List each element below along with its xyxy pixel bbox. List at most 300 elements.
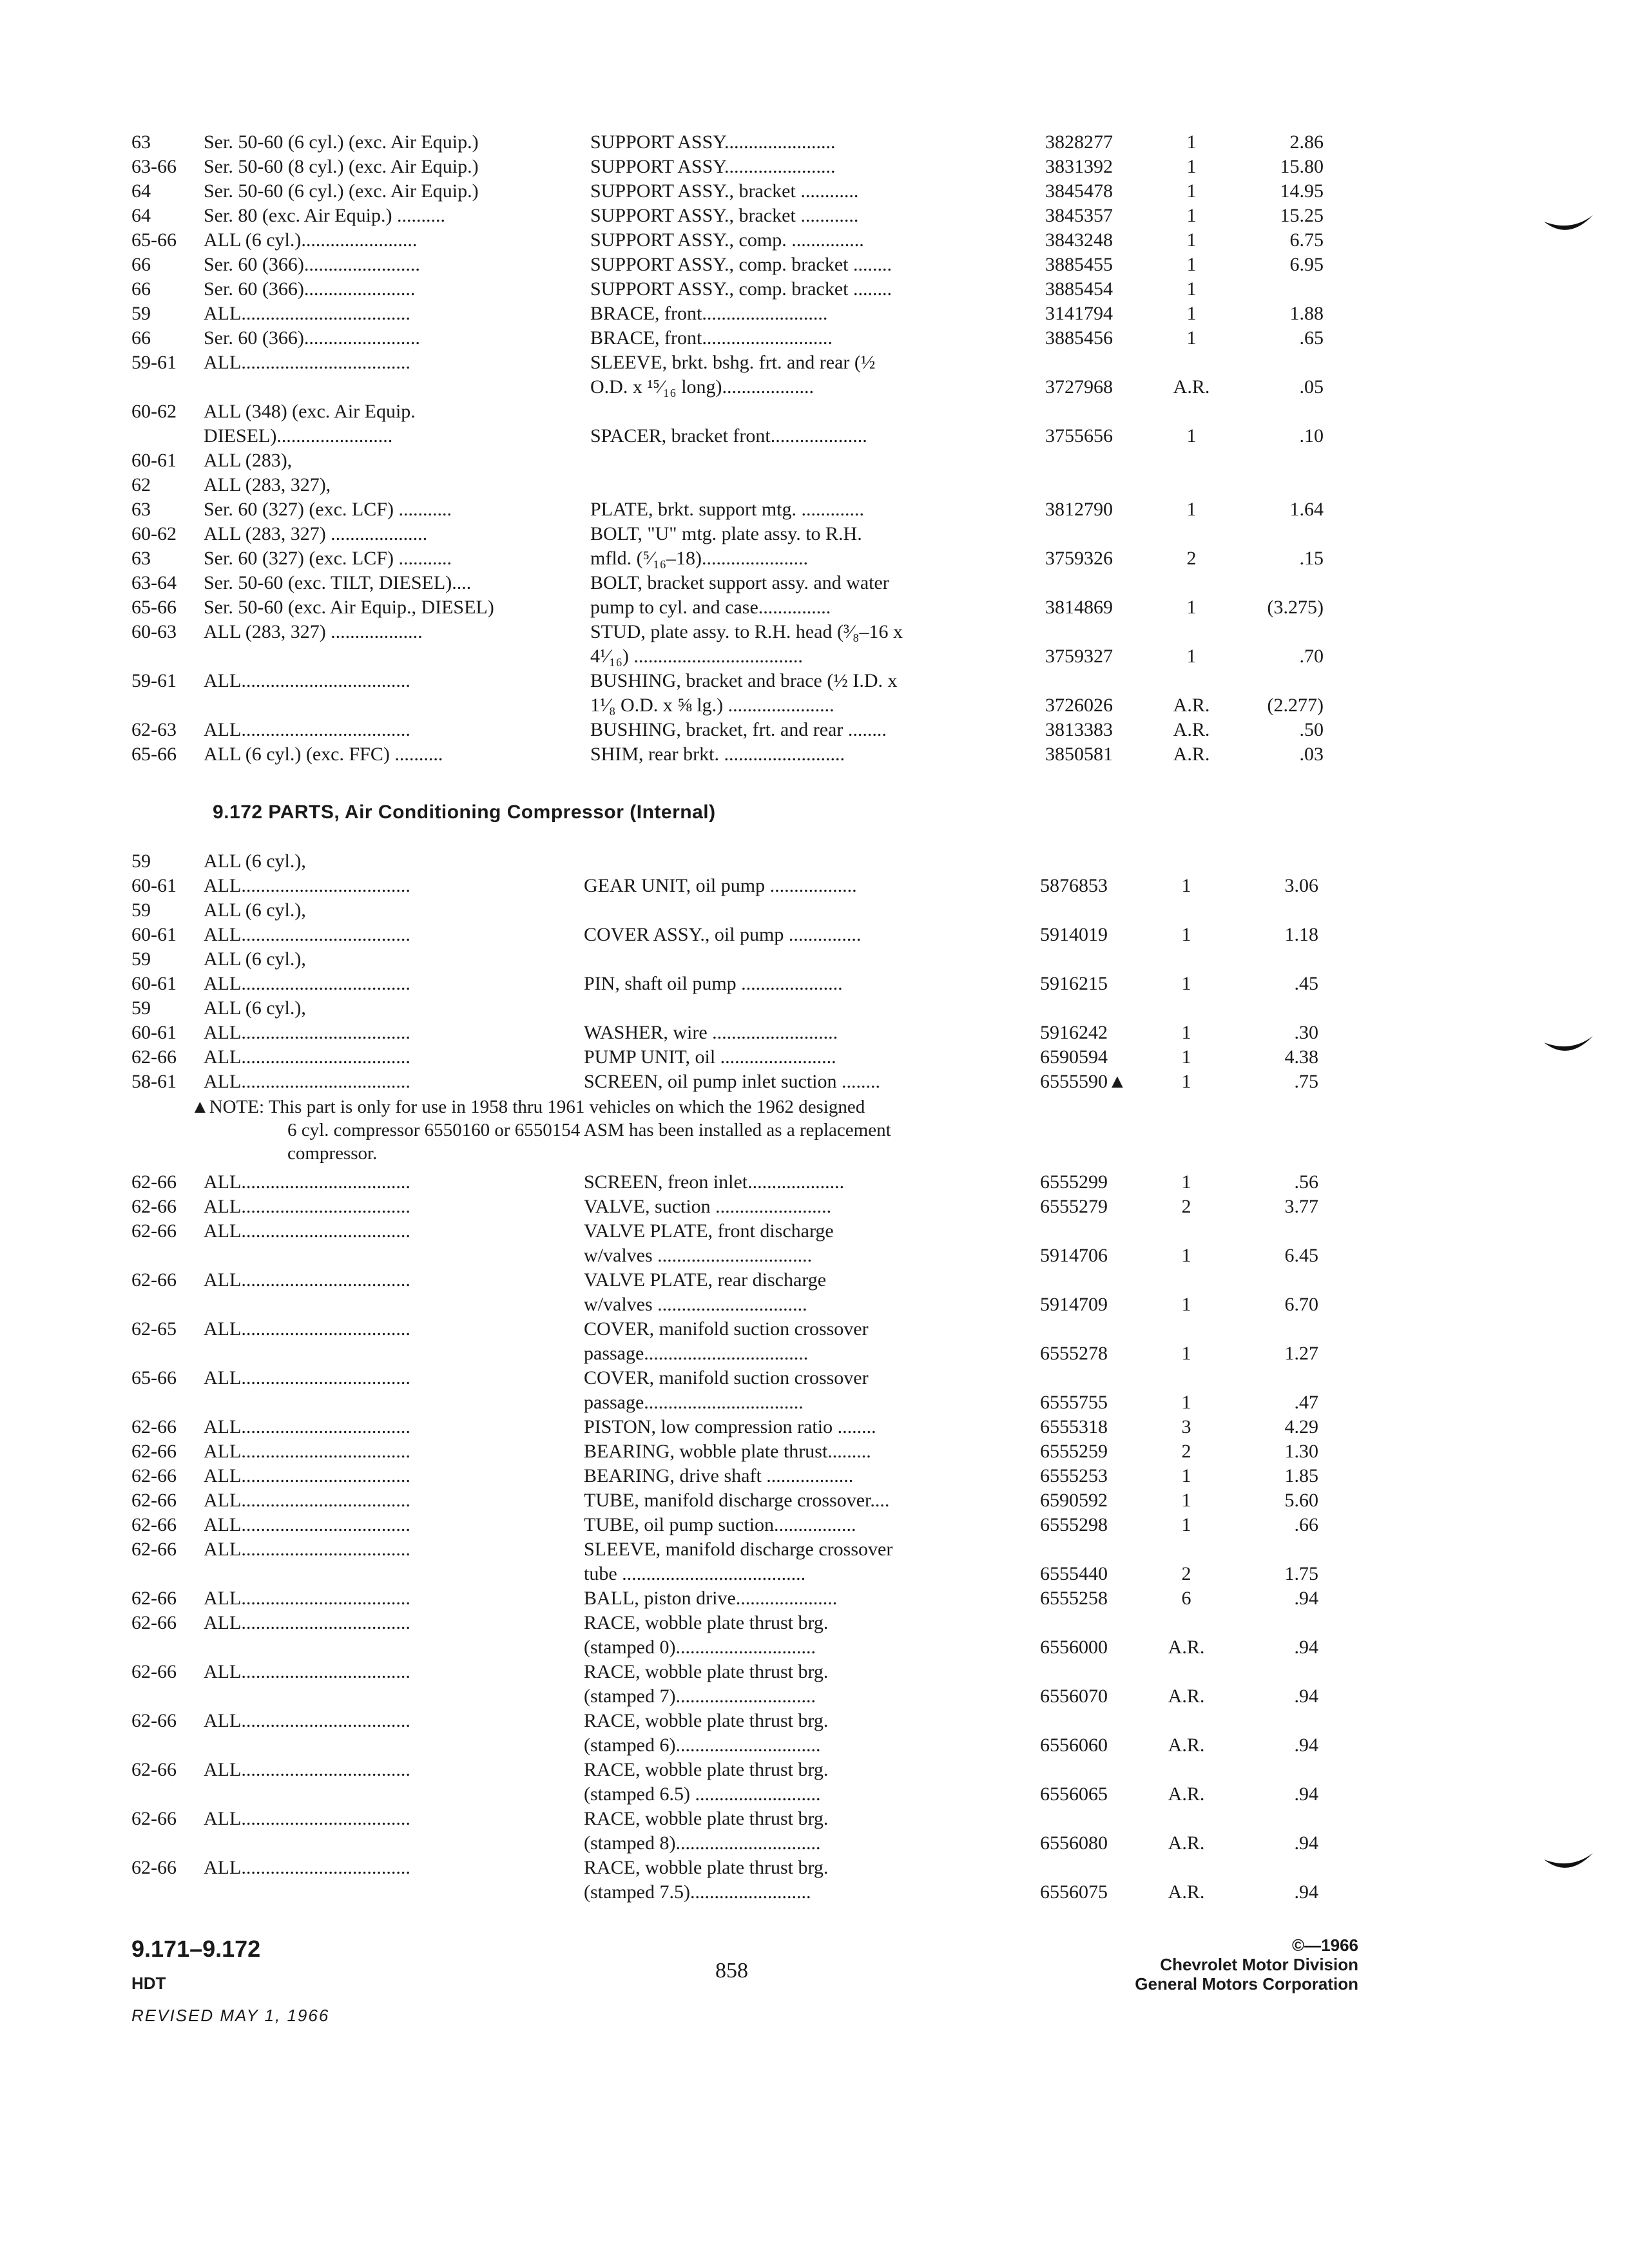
model-cell: Ser. 60 (327) (exc. LCF) ........... [204, 499, 452, 520]
parts-rows-group-b [131, 1170, 1356, 1905]
model-cell: ALL (283, 327) .................... [204, 523, 428, 544]
model-cell: ALL................................... [204, 1022, 410, 1043]
binder-mark-icon [1543, 213, 1594, 238]
model-cell: ALL (6 cyl.), [204, 997, 306, 1019]
table-row [131, 1439, 1356, 1464]
model-cell: ALL................................... [204, 1416, 410, 1437]
table-row [131, 351, 1356, 375]
model-cell: Ser. 50-60 (exc. TILT, DIESEL).... [204, 572, 472, 593]
table-row [131, 644, 1356, 669]
year-cell: 62-66 [131, 1220, 177, 1242]
description-cell: SUPPORT ASSY., comp. bracket ........ [590, 254, 892, 275]
year-cell: 62-66 [131, 1588, 177, 1609]
year-cell: 62-66 [131, 1046, 177, 1068]
table-row [131, 130, 1356, 155]
quantity-cell: 1 [1181, 1022, 1191, 1043]
description-cell: COVER, manifold suction crossover [584, 1367, 869, 1389]
model-cell: ALL................................... [204, 1046, 410, 1068]
quantity-cell: 1 [1186, 180, 1197, 202]
year-cell: 62-66 [131, 1465, 177, 1486]
description-cell: SLEEVE, manifold discharge crossover [584, 1539, 893, 1560]
table-row [131, 448, 1356, 473]
table-row [131, 1244, 1356, 1268]
part-number-cell: 6555253 [1040, 1465, 1108, 1486]
table-row [131, 473, 1356, 497]
quantity-cell: 1 [1186, 327, 1197, 349]
price-cell: .05 [1299, 376, 1324, 398]
model-cell: ALL................................... [204, 1759, 410, 1780]
year-cell: 60-63 [131, 621, 177, 642]
table-row [131, 849, 1356, 874]
price-cell: (3.275) [1267, 597, 1324, 618]
part-number-cell: 3885456 [1045, 327, 1113, 349]
quantity-cell: 1 [1181, 973, 1191, 994]
year-cell: 62-66 [131, 1196, 177, 1217]
table-row [131, 1390, 1356, 1415]
price-cell: .10 [1299, 425, 1324, 447]
footer-section-number: 9.171–9.172 [131, 1936, 261, 1962]
description-cell: RACE, wobble plate thrust brg. [584, 1857, 829, 1878]
model-cell: ALL................................... [204, 303, 410, 324]
model-cell: Ser. 80 (exc. Air Equip.) .......... [204, 205, 445, 226]
table-row [131, 155, 1356, 179]
description-cell: (stamped 6.5) .......................... [584, 1783, 821, 1805]
price-cell: 6.45 [1284, 1245, 1318, 1266]
part-number-cell: 3726026 [1045, 695, 1113, 716]
description-cell: BEARING, drive shaft .................. [584, 1465, 854, 1486]
quantity-cell: 1 [1181, 1343, 1191, 1364]
quantity-cell: A.R. [1173, 744, 1210, 765]
table-row [131, 595, 1356, 620]
quantity-cell: 1 [1186, 597, 1197, 618]
table-row [131, 620, 1356, 644]
quantity-cell: 1 [1186, 229, 1197, 251]
model-cell: ALL................................... [204, 1441, 410, 1462]
description-cell: PLATE, brkt. support mtg. ............. [590, 499, 864, 520]
price-cell: .50 [1299, 719, 1324, 740]
model-cell: ALL................................... [204, 670, 410, 691]
quantity-cell: 1 [1181, 1171, 1191, 1193]
part-number-cell: 3850581 [1045, 744, 1113, 765]
table-row [131, 1733, 1356, 1758]
price-cell: 6.70 [1284, 1294, 1318, 1315]
year-cell: 62-66 [131, 1514, 177, 1535]
table-row [131, 693, 1356, 718]
part-number-cell: 6590594 [1040, 1046, 1108, 1068]
description-cell: BRACE, front........................... [590, 327, 833, 349]
description-cell: SUPPORT ASSY....................... [590, 131, 836, 153]
description-cell: O.D. x ¹⁵⁄₁₆ long)................... [590, 376, 815, 398]
part-number-cell: 6590592 [1040, 1490, 1108, 1511]
table-row [131, 571, 1356, 595]
table-row [131, 522, 1356, 546]
model-cell: ALL (6 cyl.), [204, 948, 306, 970]
price-cell: .94 [1294, 1881, 1318, 1903]
part-number-cell: 6555259 [1040, 1441, 1108, 1462]
model-cell: ALL................................... [204, 1808, 410, 1829]
year-cell: 62-66 [131, 1539, 177, 1560]
model-cell: ALL................................... [204, 1661, 410, 1682]
description-cell: BRACE, front.......................... [590, 303, 828, 324]
part-number-cell: 5914019 [1040, 924, 1108, 945]
parts-table-compressor-internal [131, 849, 1356, 1905]
table-row [131, 1293, 1356, 1317]
description-cell: (stamped 6).............................. [584, 1735, 821, 1756]
year-cell: 62-66 [131, 1857, 177, 1878]
part-number-cell: 5914706 [1040, 1245, 1108, 1266]
year-cell: 62-66 [131, 1416, 177, 1437]
year-cell: 63-64 [131, 572, 177, 593]
description-cell: passage................................. [584, 1392, 804, 1413]
model-cell: Ser. 60 (366)........................ [204, 254, 420, 275]
part-number-cell: 3885455 [1045, 254, 1113, 275]
price-cell: .94 [1294, 1637, 1318, 1658]
price-cell: .45 [1294, 973, 1318, 994]
quantity-cell: 1 [1186, 278, 1197, 300]
description-cell: SUPPORT ASSY., comp. ............... [590, 229, 864, 251]
footer-right [1135, 1936, 1358, 1994]
year-cell: 63 [131, 499, 151, 520]
part-number-cell: 3813383 [1045, 719, 1113, 740]
part-number-cell: 6555258 [1040, 1588, 1108, 1609]
footer-division: Chevrolet Motor Division [1160, 1955, 1358, 1974]
model-cell: ALL................................... [204, 1857, 410, 1878]
price-cell: 3.06 [1284, 875, 1318, 896]
table-row [131, 718, 1356, 742]
part-number-cell: 6556000 [1040, 1637, 1108, 1658]
description-cell: BALL, piston drive..................... [584, 1588, 838, 1609]
quantity-cell: A.R. [1173, 376, 1210, 398]
model-cell: ALL................................... [204, 1071, 410, 1092]
table-row [131, 1268, 1356, 1293]
description-cell: TUBE, oil pump suction................. [584, 1514, 856, 1535]
year-cell: 62-66 [131, 1759, 177, 1780]
model-cell: ALL (283), [204, 450, 293, 471]
price-cell: .94 [1294, 1588, 1318, 1609]
parts-rows-group-a [131, 849, 1356, 1094]
part-number-cell: 6555279 [1040, 1196, 1108, 1217]
price-cell: .66 [1294, 1514, 1318, 1535]
year-cell: 60-61 [131, 875, 177, 896]
table-row [131, 1170, 1356, 1195]
quantity-cell: 1 [1181, 1294, 1191, 1315]
quantity-cell: A.R. [1168, 1881, 1205, 1903]
description-cell: BUSHING, bracket, frt. and rear ........ [590, 719, 887, 740]
quantity-cell: A.R. [1168, 1686, 1205, 1707]
price-cell: 3.77 [1284, 1196, 1318, 1217]
year-cell: 59 [131, 899, 151, 921]
year-cell: 60-62 [131, 523, 177, 544]
year-cell: 63-66 [131, 156, 177, 177]
footer-left [131, 1933, 329, 2030]
table-row [131, 898, 1356, 923]
table-row [131, 497, 1356, 522]
part-number-cell: 6555755 [1040, 1392, 1108, 1413]
quantity-cell: 1 [1181, 1514, 1191, 1535]
description-cell: STUD, plate assy. to R.H. head (³⁄₈–16 x [590, 621, 903, 642]
quantity-cell: 2 [1181, 1196, 1191, 1217]
quantity-cell: 1 [1181, 1245, 1191, 1266]
year-cell: 59 [131, 948, 151, 970]
model-cell: ALL (283, 327) ................... [204, 621, 423, 642]
part-number-cell: 5916242 [1040, 1022, 1108, 1043]
part-number-cell: 3812790 [1045, 499, 1113, 520]
description-cell: VALVE PLATE, rear discharge [584, 1269, 827, 1291]
model-cell: Ser. 60 (366)........................ [204, 327, 420, 349]
year-cell: 62-66 [131, 1441, 177, 1462]
part-number-cell: 5876853 [1040, 875, 1108, 896]
year-cell: 63 [131, 131, 151, 153]
price-cell: .70 [1299, 646, 1324, 667]
year-cell: 59 [131, 303, 151, 324]
price-cell: 14.95 [1280, 180, 1324, 202]
quantity-cell: A.R. [1168, 1735, 1205, 1756]
table-row [131, 1415, 1356, 1439]
price-cell: 6.95 [1289, 254, 1324, 275]
year-cell: 62-66 [131, 1171, 177, 1193]
description-cell: RACE, wobble plate thrust brg. [584, 1759, 829, 1780]
description-cell: (stamped 0)............................. [584, 1637, 816, 1658]
quantity-cell: 1 [1186, 254, 1197, 275]
description-cell: w/valves ............................... [584, 1294, 807, 1315]
table-row [131, 972, 1356, 996]
table-row [131, 1464, 1356, 1488]
quantity-cell: A.R. [1168, 1783, 1205, 1805]
model-cell: ALL................................... [204, 875, 410, 896]
quantity-cell: 1 [1181, 1465, 1191, 1486]
quantity-cell: A.R. [1168, 1832, 1205, 1854]
description-cell: RACE, wobble plate thrust brg. [584, 1612, 829, 1633]
price-cell: (2.277) [1267, 695, 1324, 716]
quantity-cell: A.R. [1173, 695, 1210, 716]
footer-copyright: ©—1966 [1292, 1936, 1358, 1955]
table-row [131, 179, 1356, 204]
price-cell: 1.27 [1284, 1343, 1318, 1364]
part-number-cell: 6556070 [1040, 1686, 1108, 1707]
price-cell: 5.60 [1284, 1490, 1318, 1511]
year-cell: 62-66 [131, 1490, 177, 1511]
part-number-cell: 3755656 [1045, 425, 1113, 447]
quantity-cell: 3 [1181, 1416, 1191, 1437]
part-number-cell: 3727968 [1045, 376, 1113, 398]
description-cell: COVER ASSY., oil pump ............... [584, 924, 862, 945]
table-row [131, 546, 1356, 571]
part-number-cell: 6556065 [1040, 1783, 1108, 1805]
table-row [131, 1488, 1356, 1513]
year-cell: 60-61 [131, 924, 177, 945]
footer-revised-date: REVISED MAY 1, 1966 [131, 2006, 330, 2025]
model-cell: ALL................................... [204, 1318, 410, 1340]
part-number-cell: 6555318 [1040, 1416, 1108, 1437]
table-row [131, 1880, 1356, 1905]
description-cell: SHIM, rear brkt. ......................... [590, 744, 845, 765]
table-row [131, 1807, 1356, 1831]
note-line-1: ▲NOTE: This part is only for use in 1958 thru 1961 vehicles on which the 1962 designed [191, 1097, 865, 1117]
model-cell: ALL................................... [204, 1171, 410, 1193]
year-cell: 65-66 [131, 229, 177, 251]
table-row [131, 1317, 1356, 1341]
year-cell: 62-66 [131, 1612, 177, 1633]
part-number-cell: 6555440 [1040, 1563, 1108, 1584]
table-row [131, 1513, 1356, 1537]
price-cell: .30 [1294, 1022, 1318, 1043]
model-cell: ALL................................... [204, 1710, 410, 1731]
description-cell: RACE, wobble plate thrust brg. [584, 1661, 829, 1682]
description-cell: 1¹⁄₈ O.D. x ⅝ lg.) ...................... [590, 695, 834, 716]
description-cell: mfld. (⁵⁄₁₆–18)...................... [590, 548, 809, 569]
table-row [131, 1831, 1356, 1856]
part-number-cell: 6556060 [1040, 1735, 1108, 1756]
model-cell: ALL................................... [204, 924, 410, 945]
part-number-cell: 5914709 [1040, 1294, 1108, 1315]
table-row [131, 1586, 1356, 1611]
table-row [131, 1045, 1356, 1070]
table-row [131, 1635, 1356, 1660]
table-row [131, 326, 1356, 351]
model-cell: ALL................................... [204, 973, 410, 994]
price-cell: .94 [1294, 1735, 1318, 1756]
year-cell: 66 [131, 327, 151, 349]
model-cell: ALL................................... [204, 1220, 410, 1242]
price-cell: .03 [1299, 744, 1324, 765]
year-cell: 64 [131, 180, 151, 202]
table-row [131, 874, 1356, 898]
description-cell: BUSHING, bracket and brace (½ I.D. x [590, 670, 898, 691]
model-cell: ALL................................... [204, 1490, 410, 1511]
year-cell: 65-66 [131, 1367, 177, 1389]
description-cell: (stamped 8).............................. [584, 1832, 821, 1854]
year-cell: 59 [131, 850, 151, 872]
table-row [131, 1782, 1356, 1807]
part-number-cell: 3759326 [1045, 548, 1113, 569]
description-cell: COVER, manifold suction crossover [584, 1318, 869, 1340]
part-number-cell: 3814869 [1045, 597, 1113, 618]
part-number-cell: 3831392 [1045, 156, 1113, 177]
price-cell: 1.85 [1284, 1465, 1318, 1486]
model-cell: ALL (6 cyl.), [204, 899, 306, 921]
part-number-cell: 6555299 [1040, 1171, 1108, 1193]
table-row [131, 253, 1356, 277]
price-cell: 2.86 [1289, 131, 1324, 153]
table-row [131, 302, 1356, 326]
quantity-cell: 2 [1181, 1563, 1191, 1584]
model-cell: Ser. 50-60 (exc. Air Equip., DIESEL) [204, 597, 494, 618]
price-cell: 1.64 [1289, 499, 1324, 520]
description-cell: BEARING, wobble plate thrust......... [584, 1441, 871, 1462]
model-cell: ALL................................... [204, 1367, 410, 1389]
part-number-cell: 3828277 [1045, 131, 1113, 153]
description-cell: SLEEVE, brkt. bshg. frt. and rear (½ [590, 352, 876, 373]
table-row [131, 375, 1356, 399]
quantity-cell: 1 [1186, 156, 1197, 177]
quantity-cell: 1 [1186, 205, 1197, 226]
part-number-cell: 3843248 [1045, 229, 1113, 251]
table-row [131, 1195, 1356, 1219]
quantity-cell: 1 [1181, 1392, 1191, 1413]
description-cell: BOLT, "U" mtg. plate assy. to R.H. [590, 523, 862, 544]
price-cell: .15 [1299, 548, 1324, 569]
quantity-cell: 1 [1181, 1490, 1191, 1511]
price-cell: 1.30 [1284, 1441, 1318, 1462]
table-row [131, 1684, 1356, 1709]
description-cell: GEAR UNIT, oil pump .................. [584, 875, 857, 896]
description-cell: WASHER, wire .......................... [584, 1022, 838, 1043]
model-cell: ALL................................... [204, 1588, 410, 1609]
table-row [131, 277, 1356, 302]
part-number-cell: 3759327 [1045, 646, 1113, 667]
note-line-3: compressor. [287, 1143, 378, 1164]
year-cell: 62-66 [131, 1808, 177, 1829]
price-cell: .47 [1294, 1392, 1318, 1413]
table-row [131, 1341, 1356, 1366]
quantity-cell: A.R. [1168, 1637, 1205, 1658]
price-cell: 6.75 [1289, 229, 1324, 251]
description-cell: TUBE, manifold discharge crossover.... [584, 1490, 890, 1511]
year-cell: 66 [131, 254, 151, 275]
description-cell: passage.................................. [584, 1343, 809, 1364]
description-cell: SUPPORT ASSY., bracket ............ [590, 180, 859, 202]
price-cell: 1.88 [1289, 303, 1324, 324]
model-cell: ALL (6 cyl.)........................ [204, 229, 418, 251]
footer-hdt: HDT [131, 1974, 166, 1993]
year-cell: 60-61 [131, 450, 177, 471]
price-cell: 4.38 [1284, 1046, 1318, 1068]
part-number-cell: 3845478 [1045, 180, 1113, 202]
model-cell: ALL................................... [204, 1269, 410, 1291]
part-number-cell: 6556080 [1040, 1832, 1108, 1854]
description-cell: VALVE, suction ........................ [584, 1196, 832, 1217]
quantity-cell: A.R. [1173, 719, 1210, 740]
description-cell: SUPPORT ASSY., comp. bracket ........ [590, 278, 892, 300]
quantity-cell: 2 [1186, 548, 1197, 569]
model-cell: Ser. 60 (327) (exc. LCF) ........... [204, 548, 452, 569]
description-cell: w/valves ................................ [584, 1245, 813, 1266]
quantity-cell: 1 [1181, 924, 1191, 945]
table-row [131, 1856, 1356, 1880]
table-row [131, 1660, 1356, 1684]
price-cell: .65 [1299, 327, 1324, 349]
table-row [131, 1709, 1356, 1733]
year-cell: 63 [131, 548, 151, 569]
year-cell: 60-62 [131, 401, 177, 422]
quantity-cell: 1 [1186, 646, 1197, 667]
table-row [131, 923, 1356, 947]
model-cell: Ser. 60 (366)....................... [204, 278, 416, 300]
table-row [131, 996, 1356, 1021]
price-cell: 15.80 [1280, 156, 1324, 177]
year-cell: 60-61 [131, 1022, 177, 1043]
quantity-cell: 1 [1181, 1071, 1191, 1092]
year-cell: 65-66 [131, 744, 177, 765]
model-cell: ALL (348) (exc. Air Equip. [204, 401, 416, 422]
description-cell: 4¹⁄₁₆) ................................... [590, 646, 803, 667]
quantity-cell: 1 [1186, 131, 1197, 153]
model-cell: ALL (6 cyl.), [204, 850, 306, 872]
section-title: 9.172 PARTS, Air Conditioning Compressor (Internal) [213, 802, 716, 823]
model-cell: ALL................................... [204, 1465, 410, 1486]
part-number-cell: 6555590▲ [1040, 1071, 1127, 1092]
quantity-cell: 1 [1186, 425, 1197, 447]
model-cell: Ser. 50-60 (8 cyl.) (exc. Air Equip.) [204, 156, 479, 177]
year-cell: 66 [131, 278, 151, 300]
price-cell: 4.29 [1284, 1416, 1318, 1437]
table-row [131, 228, 1356, 253]
description-cell: SCREEN, freon inlet.................... [584, 1171, 845, 1193]
price-cell: .94 [1294, 1783, 1318, 1805]
model-cell: DIESEL)........................ [204, 425, 393, 447]
year-cell: 64 [131, 205, 151, 226]
table-row [131, 204, 1356, 228]
